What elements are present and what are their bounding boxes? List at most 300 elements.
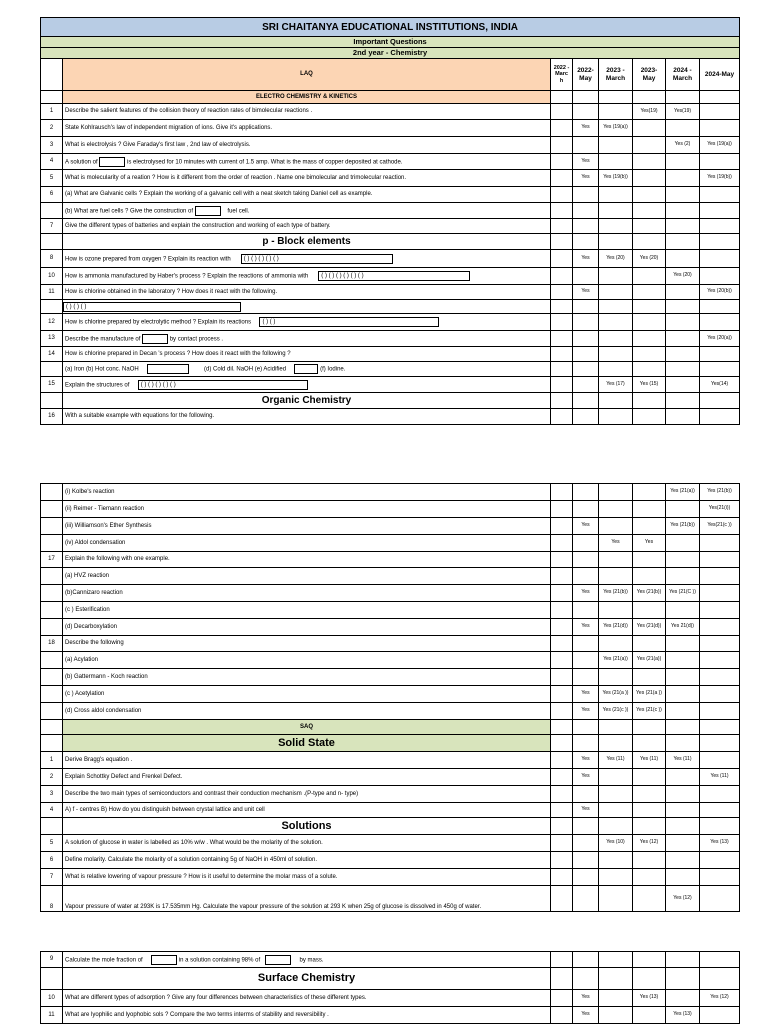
table-cell: Yes (20(b)) <box>700 285 740 300</box>
table-cell <box>573 636 599 652</box>
table-cell: Yes <box>573 250 599 268</box>
table-cell: Yes (12) <box>666 886 700 912</box>
table-cell <box>633 518 666 535</box>
table-cell <box>41 568 63 585</box>
table-cell <box>599 314 633 331</box>
table-cell <box>633 735 666 752</box>
table-cell <box>551 852 573 869</box>
table-cell <box>666 720 700 735</box>
table-cell <box>700 686 740 703</box>
table-cell: Yes (15) <box>633 377 666 393</box>
table-row <box>41 990 740 1007</box>
table-cell <box>41 619 63 636</box>
table-cell <box>599 91 633 104</box>
table-cell <box>551 104 573 120</box>
table-cell <box>573 720 599 735</box>
table-cell: 7 <box>41 219 63 234</box>
table-cell <box>551 377 573 393</box>
table-cell <box>599 203 633 219</box>
table-cell <box>599 347 633 362</box>
formula-box: ( ) ( ) <box>259 317 439 327</box>
table-cell <box>573 786 599 803</box>
table-cell <box>633 501 666 518</box>
table-cell: Give the different types of batteries and explain the construction and working of each type of battery. <box>63 219 551 234</box>
table-cell <box>551 968 573 990</box>
table-cell: Yes (21(a )) <box>633 686 666 703</box>
table-cell: Derive Bragg's equation . <box>63 752 551 769</box>
table-cell <box>573 91 599 104</box>
table-cell <box>633 91 666 104</box>
table-cell <box>41 484 63 501</box>
table-cell <box>633 314 666 331</box>
table-cell <box>666 968 700 990</box>
table-cell <box>633 852 666 869</box>
table-cell <box>666 652 700 669</box>
table-block-1 <box>40 17 739 425</box>
table-cell: (iv) Aldol condensation <box>63 535 551 552</box>
table-cell <box>41 585 63 602</box>
table-cell <box>666 187 700 203</box>
table-cell <box>666 203 700 219</box>
table-cell <box>599 285 633 300</box>
table-cell <box>633 393 666 409</box>
table-cell <box>700 636 740 652</box>
table-cell <box>41 968 63 990</box>
table-cell <box>551 347 573 362</box>
table-cell <box>666 501 700 518</box>
table-cell <box>551 703 573 720</box>
table-cell <box>551 886 573 912</box>
table-cell: Yes (11) <box>666 752 700 769</box>
table-cell <box>700 203 740 219</box>
table-cell <box>573 187 599 203</box>
table-cell <box>700 300 740 314</box>
table-cell: Yes <box>573 619 599 636</box>
table-cell <box>633 869 666 886</box>
formula-box <box>151 955 177 965</box>
table-cell <box>599 331 633 347</box>
table-cell: Yes <box>573 752 599 769</box>
table-cell <box>551 686 573 703</box>
table-cell <box>700 552 740 568</box>
table-cell <box>599 501 633 518</box>
table-cell <box>700 669 740 686</box>
table-cell <box>666 285 700 300</box>
subtitle-year: 2nd year - Chemistry <box>41 48 740 59</box>
table-cell <box>633 568 666 585</box>
table-cell: Describe the two main types of semiconductors and contrast their conduction mechanism .(P-type and n- type) <box>63 786 551 803</box>
table-cell: 5 <box>41 835 63 852</box>
table-cell <box>551 409 573 425</box>
table-block-2 <box>40 483 739 912</box>
table-cell <box>599 234 633 250</box>
col-2024-may: 2024-May <box>700 59 740 91</box>
table-cell: Yes (20) <box>599 250 633 268</box>
table-cell <box>666 852 700 869</box>
formula-box <box>99 157 125 167</box>
table-cell: State Kohlrausch's law of independent migration of ions. Give it's applications. <box>63 120 551 137</box>
table-cell <box>633 484 666 501</box>
table-cell <box>666 331 700 347</box>
table-cell <box>573 362 599 377</box>
table-cell: 3 <box>41 137 63 154</box>
table-cell: What are different types of adsorption ? Give any four differences between characteristics of these different types. <box>63 990 551 1007</box>
formula-box <box>142 334 168 344</box>
table-cell <box>700 1007 740 1024</box>
table-cell: Yes(21(i)) <box>700 501 740 518</box>
table-cell: Explain the structures of ( ) ( ) ( ) ( ) ( ) <box>63 377 551 393</box>
table-cell <box>633 362 666 377</box>
table-cell <box>41 735 63 752</box>
table-cell: 6 <box>41 852 63 869</box>
table-cell: Yes (13) <box>700 835 740 852</box>
col-2022-march: 2022 - Marc h <box>551 59 573 91</box>
table-cell: What is relative lowering of vapour pressure ? How is it useful to determine the molar mass of a solute. <box>63 869 551 886</box>
table-cell <box>551 568 573 585</box>
table-cell: 11 <box>41 285 63 300</box>
questions-table-1 <box>40 17 740 425</box>
table-row <box>41 187 740 203</box>
table-cell <box>573 409 599 425</box>
table-cell: (iii) Williamson's Ether Synthesis <box>63 518 551 535</box>
table-cell: Explain Schottky Defect and Frenkel Defect. <box>63 769 551 786</box>
table-cell: Yes (13) <box>633 990 666 1007</box>
table-row <box>41 219 740 234</box>
table-cell: Yes <box>599 535 633 552</box>
table-cell: (d) Decarboxylation <box>63 619 551 636</box>
table-cell: (a) What are Galvanic cells ? Explain the working of a galvanic cell with a neat sketch taking Daniel cell as example. <box>63 187 551 203</box>
table-cell: Yes <box>573 170 599 187</box>
table-cell <box>551 234 573 250</box>
table-cell <box>599 990 633 1007</box>
table-cell <box>573 331 599 347</box>
table-cell <box>41 234 63 250</box>
table-cell <box>551 362 573 377</box>
table-cell <box>666 535 700 552</box>
section-solid-state: Solid State <box>63 735 551 752</box>
table-cell <box>666 170 700 187</box>
table-cell <box>41 393 63 409</box>
table-cell: How is chlorine prepared in Decan 's process ? How does it react with the following ? <box>63 347 551 362</box>
table-cell <box>41 686 63 703</box>
table-cell: Yes <box>573 285 599 300</box>
table-row <box>41 170 740 187</box>
table-cell: (a) Iron (b) Hot conc. NaOH (d) Cold dil. NaOH (e) Acidified (f) Iodine. <box>63 362 551 377</box>
table-cell <box>700 720 740 735</box>
table-cell <box>700 362 740 377</box>
table-cell <box>700 393 740 409</box>
table-row <box>41 377 740 393</box>
table-cell <box>700 852 740 869</box>
table-cell <box>551 219 573 234</box>
table-cell: Yes (12) <box>633 835 666 852</box>
table-cell: A solution of glucose in water is labelled as 10% w/w . What would be the molarity of the solution. <box>63 835 551 852</box>
table-cell <box>633 1007 666 1024</box>
table-cell <box>551 735 573 752</box>
table-cell <box>700 91 740 104</box>
table-row <box>41 752 740 769</box>
table-cell: 10 <box>41 990 63 1007</box>
table-cell <box>573 869 599 886</box>
table-cell <box>551 752 573 769</box>
table-cell <box>551 300 573 314</box>
table-cell <box>599 154 633 170</box>
table-row <box>41 952 740 968</box>
table-cell: Yes (21(b)) <box>700 484 740 501</box>
table-cell: How is chlorine prepared by electrolytic method ? Explain its reactions ( ) ( ) <box>63 314 551 331</box>
table-cell <box>700 120 740 137</box>
table-row <box>41 619 740 636</box>
table-cell <box>700 104 740 120</box>
table-cell <box>666 552 700 568</box>
table-cell: (b) Gattermann - Koch reaction <box>63 669 551 686</box>
table-cell: Yes (11) <box>700 769 740 786</box>
table-cell: Yes (20) <box>666 268 700 285</box>
table-cell: Yes (12) <box>700 990 740 1007</box>
formula-box: ( ) ( ) ( ) ( ) ( ) <box>138 380 308 390</box>
table-cell <box>41 362 63 377</box>
table-cell: (a) HVZ reaction <box>63 568 551 585</box>
table-cell <box>551 250 573 268</box>
table-cell <box>599 602 633 619</box>
table-cell: (ii) Reimer - Tiemann reaction <box>63 501 551 518</box>
table-cell <box>573 234 599 250</box>
table-cell: 3 <box>41 786 63 803</box>
table-cell <box>599 735 633 752</box>
table-cell <box>599 1007 633 1024</box>
table-cell <box>551 484 573 501</box>
table-cell <box>573 347 599 362</box>
table-cell: (i) Kolbe's reaction <box>63 484 551 501</box>
table-cell <box>599 968 633 990</box>
table-row <box>41 585 740 602</box>
table-cell <box>573 818 599 835</box>
table-cell <box>551 314 573 331</box>
table-cell: 2 <box>41 769 63 786</box>
table-cell <box>633 154 666 170</box>
table-row <box>41 314 740 331</box>
table-cell <box>700 314 740 331</box>
table-cell <box>700 234 740 250</box>
table-cell: Yes (21(d)) <box>599 619 633 636</box>
table-row <box>41 769 740 786</box>
table-cell <box>551 585 573 602</box>
table-cell: 7 <box>41 869 63 886</box>
table-cell: 11 <box>41 1007 63 1024</box>
table-cell <box>573 886 599 912</box>
institution-title: SRI CHAITANYA EDUCATIONAL INSTITUTIONS, INDIA <box>41 18 740 37</box>
table-cell: Calculate the mole fraction of in a solution containing 98% of by mass. <box>63 952 551 968</box>
table-cell <box>700 250 740 268</box>
table-cell <box>573 268 599 285</box>
table-cell: A solution of is electrolysed for 10 minutes with current of 1.5 amp. What is the mass of copper deposited at cathode. <box>63 154 551 170</box>
table-cell <box>573 137 599 154</box>
table-row <box>41 535 740 552</box>
formula-box <box>147 364 189 374</box>
table-cell <box>573 835 599 852</box>
table-cell <box>666 735 700 752</box>
table-cell <box>551 619 573 636</box>
table-cell: 2 <box>41 120 63 137</box>
table-cell <box>551 268 573 285</box>
table-cell <box>599 187 633 203</box>
table-row <box>41 409 740 425</box>
table-cell <box>700 585 740 602</box>
table-row <box>41 852 740 869</box>
table-cell <box>700 568 740 585</box>
table-cell <box>573 602 599 619</box>
col-num <box>41 59 63 91</box>
table-cell <box>700 535 740 552</box>
table-cell <box>633 347 666 362</box>
table-cell <box>666 91 700 104</box>
table-cell: How is ozone prepared from oxygen ? Explain its reaction with ( ) ( ) ( ) ( ) ( ) <box>63 250 551 268</box>
section-electro: ELECTRO CHEMISTRY & KINETICS <box>63 91 551 104</box>
col-2023-march: 2023 - March <box>599 59 633 91</box>
table-cell: 15 <box>41 377 63 393</box>
table-cell: Yes (19(a)) <box>599 120 633 137</box>
table-cell <box>551 170 573 187</box>
table-cell: Describe the following <box>63 636 551 652</box>
table-cell <box>666 818 700 835</box>
table-row <box>41 552 740 568</box>
table-row <box>41 703 740 720</box>
table-cell: Yes (19(a)) <box>700 137 740 154</box>
table-cell: (b) What are fuel cells ? Give the construction of fuel cell. <box>63 203 551 219</box>
table-cell <box>633 268 666 285</box>
table-cell <box>551 602 573 619</box>
table-cell <box>41 91 63 104</box>
table-cell <box>700 735 740 752</box>
table-cell: Yes (21(a)) <box>633 652 666 669</box>
table-cell <box>666 347 700 362</box>
table-cell <box>573 393 599 409</box>
table-cell <box>551 952 573 968</box>
table-cell: Yes <box>573 120 599 137</box>
table-cell <box>551 91 573 104</box>
table-cell <box>666 769 700 786</box>
table-cell <box>551 518 573 535</box>
table-cell: Yes <box>573 990 599 1007</box>
table-cell: (a) Acylation <box>63 652 551 669</box>
table-cell: 8 <box>41 886 63 912</box>
table-cell <box>551 720 573 735</box>
table-row <box>41 669 740 686</box>
table-row <box>41 602 740 619</box>
table-cell: Yes (21(b)) <box>633 585 666 602</box>
table-cell <box>700 818 740 835</box>
table-cell <box>666 409 700 425</box>
table-cell <box>700 409 740 425</box>
table-cell <box>573 314 599 331</box>
table-cell: What are lyophilic and lyophobic sols ? Compare the two terms interms of stability and reversibility . <box>63 1007 551 1024</box>
table-cell <box>666 952 700 968</box>
table-cell: Yes (21(a)) <box>599 652 633 669</box>
table-cell <box>633 300 666 314</box>
table-cell <box>551 769 573 786</box>
table-cell <box>666 803 700 818</box>
table-cell <box>599 484 633 501</box>
table-cell: Yes (21(a)) <box>666 484 700 501</box>
table-cell: 12 <box>41 314 63 331</box>
table-cell <box>551 835 573 852</box>
table-cell <box>666 219 700 234</box>
questions-table-2 <box>40 483 740 912</box>
table-cell <box>633 552 666 568</box>
table-row <box>41 120 740 137</box>
table-cell: Yes <box>573 154 599 170</box>
table-cell: Yes (13) <box>666 1007 700 1024</box>
table-cell: Yes 21(d)) <box>666 619 700 636</box>
table-cell <box>633 219 666 234</box>
table-cell <box>633 602 666 619</box>
table-cell <box>551 636 573 652</box>
table-cell: Yes (17) <box>599 377 633 393</box>
table-block-3 <box>40 951 739 1024</box>
table-cell: Yes <box>573 686 599 703</box>
table-cell <box>41 518 63 535</box>
table-cell <box>700 703 740 720</box>
table-cell <box>700 752 740 769</box>
col-laq: LAQ <box>63 59 551 91</box>
table-cell: (b)Cannizaro reaction <box>63 585 551 602</box>
table-row <box>41 285 740 300</box>
table-cell <box>666 568 700 585</box>
table-cell: Yes <box>573 1007 599 1024</box>
table-cell <box>573 203 599 219</box>
table-cell: Yes (20(a)) <box>700 331 740 347</box>
table-cell <box>551 203 573 219</box>
table-cell: What is electrolysis ? Give Faraday's first law , 2nd law of electrolysis. <box>63 137 551 154</box>
table-cell <box>633 234 666 250</box>
table-cell <box>599 518 633 535</box>
table-cell <box>573 219 599 234</box>
table-cell <box>599 818 633 835</box>
table-cell: Explain the following with one example. <box>63 552 551 568</box>
table-cell: 13 <box>41 331 63 347</box>
table-row <box>41 501 740 518</box>
table-cell <box>599 886 633 912</box>
table-cell <box>551 869 573 886</box>
table-cell <box>551 187 573 203</box>
table-cell <box>700 619 740 636</box>
table-cell: Yes (11) <box>599 752 633 769</box>
table-cell: Yes (21(c )) <box>633 703 666 720</box>
col-2023-may: 2023- May <box>633 59 666 91</box>
table-row <box>41 268 740 285</box>
table-cell <box>666 393 700 409</box>
table-cell: Yes(19) <box>666 104 700 120</box>
table-cell <box>666 636 700 652</box>
table-cell <box>41 720 63 735</box>
table-row <box>41 362 740 377</box>
table-cell <box>666 869 700 886</box>
table-cell <box>633 720 666 735</box>
table-cell <box>573 669 599 686</box>
table-cell: 18 <box>41 636 63 652</box>
table-cell: 4 <box>41 803 63 818</box>
table-cell: Describe the manufacture of by contact process . <box>63 331 551 347</box>
table-cell <box>633 803 666 818</box>
table-cell: 16 <box>41 409 63 425</box>
table-cell <box>573 377 599 393</box>
table-cell <box>551 285 573 300</box>
table-cell <box>599 568 633 585</box>
table-cell <box>633 137 666 154</box>
table-row <box>41 203 740 219</box>
table-cell: Yes <box>573 585 599 602</box>
formula-box <box>265 955 291 965</box>
